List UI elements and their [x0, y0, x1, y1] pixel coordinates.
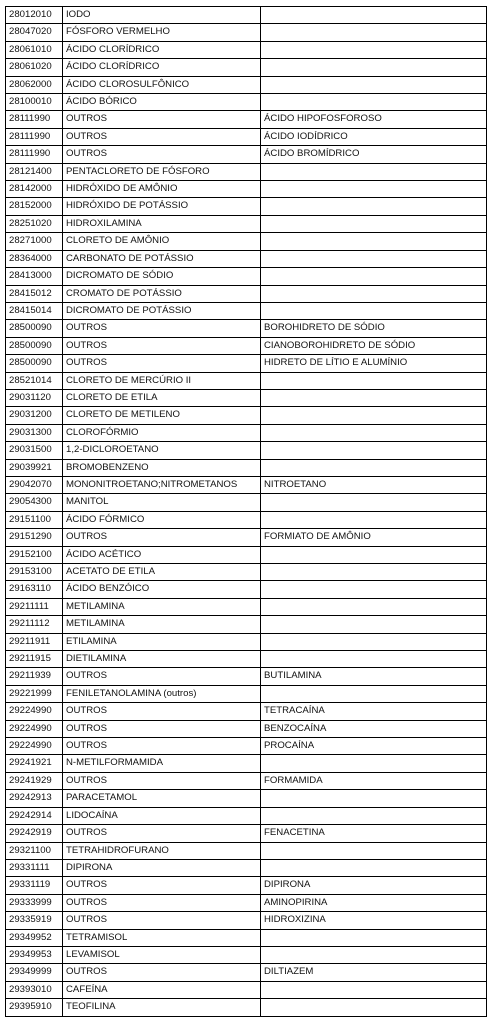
- description-cell: N-METILFORMAMIDA: [63, 755, 261, 772]
- substance-name-cell: [261, 198, 487, 215]
- substance-name-cell: [261, 616, 487, 633]
- substance-name-cell: [261, 999, 487, 1016]
- ncm-code-cell: 29152100: [6, 546, 63, 563]
- ncm-code-cell: 29321100: [6, 842, 63, 859]
- ncm-code-cell: 29031200: [6, 407, 63, 424]
- substance-name-cell: [261, 302, 487, 319]
- description-cell: METILAMINA: [63, 616, 261, 633]
- ncm-code-cell: 29151100: [6, 511, 63, 528]
- substance-name-cell: [261, 163, 487, 180]
- table-row: [6, 442, 487, 459]
- description-cell: HIDRÓXIDO DE POTÁSSIO: [63, 198, 261, 215]
- table-row: [6, 807, 487, 824]
- table-row: [6, 946, 487, 963]
- description-cell: PENTACLORETO DE FÓSFORO: [63, 163, 261, 180]
- substance-name-cell: [261, 494, 487, 511]
- ncm-code-cell: 29224990: [6, 703, 63, 720]
- ncm-code-cell: 29211915: [6, 651, 63, 668]
- substance-name-cell: [261, 181, 487, 198]
- table-row: [6, 842, 487, 859]
- substance-name-cell: [261, 929, 487, 946]
- ncm-code-cell: 29242913: [6, 790, 63, 807]
- table-row: [6, 7, 487, 24]
- ncm-code-cell: 28061020: [6, 59, 63, 76]
- table-row: [6, 459, 487, 476]
- table-row: [6, 215, 487, 232]
- table-row: [6, 355, 487, 372]
- substance-name-cell: [261, 94, 487, 111]
- description-cell: OUTROS: [63, 337, 261, 354]
- substance-name-cell: [261, 755, 487, 772]
- table-row: [6, 181, 487, 198]
- substance-name-cell: [261, 407, 487, 424]
- description-cell: FENILETANOLAMINA (outros): [63, 685, 261, 702]
- table-row: [6, 894, 487, 911]
- description-cell: OUTROS: [63, 111, 261, 128]
- ncm-code-cell: 29349999: [6, 964, 63, 981]
- description-cell: ÁCIDO CLORÍDRICO: [63, 41, 261, 58]
- ncm-code-cell: 28111990: [6, 146, 63, 163]
- table-row: [6, 546, 487, 563]
- description-cell: CLORETO DE METILENO: [63, 407, 261, 424]
- table-row: [6, 581, 487, 598]
- table-row: [6, 285, 487, 302]
- ncm-code-cell: 28111990: [6, 111, 63, 128]
- substance-name-cell: [261, 372, 487, 389]
- substance-name-cell: BOROHIDRETO DE SÓDIO: [261, 320, 487, 337]
- table-row: [6, 59, 487, 76]
- ncm-code-cell: 29242919: [6, 825, 63, 842]
- ncm-code-cell: 28364000: [6, 250, 63, 267]
- substance-name-cell: [261, 685, 487, 702]
- ncm-code-cell: 29331111: [6, 859, 63, 876]
- substance-name-cell: HIDRETO DE LÍTIO E ALUMÍNIO: [261, 355, 487, 372]
- table-row: [6, 564, 487, 581]
- description-cell: OUTROS: [63, 320, 261, 337]
- ncm-code-cell: 29054300: [6, 494, 63, 511]
- description-cell: OUTROS: [63, 720, 261, 737]
- table-row: [6, 146, 487, 163]
- substance-name-cell: FENACETINA: [261, 825, 487, 842]
- ncm-code-cell: 28500090: [6, 320, 63, 337]
- description-cell: ÁCIDO ACÉTICO: [63, 546, 261, 563]
- description-cell: CAFEÍNA: [63, 981, 261, 998]
- description-cell: OUTROS: [63, 772, 261, 789]
- description-cell: TETRAHIDROFURANO: [63, 842, 261, 859]
- substance-name-cell: [261, 633, 487, 650]
- table-row: [6, 389, 487, 406]
- substance-name-cell: BENZOCAÍNA: [261, 720, 487, 737]
- substance-name-cell: [261, 59, 487, 76]
- ncm-code-cell: 29349953: [6, 946, 63, 963]
- table-row: [6, 511, 487, 528]
- description-cell: CLORETO DE AMÔNIO: [63, 233, 261, 250]
- description-cell: OUTROS: [63, 668, 261, 685]
- table-row: [6, 720, 487, 737]
- ncm-code-cell: 28415012: [6, 285, 63, 302]
- substance-name-cell: DIPIRONA: [261, 877, 487, 894]
- table-row: [6, 825, 487, 842]
- substance-name-cell: [261, 511, 487, 528]
- description-cell: FÓSFORO VERMELHO: [63, 24, 261, 41]
- table-row: [6, 268, 487, 285]
- table-row: [6, 24, 487, 41]
- ncm-code-cell: 29333999: [6, 894, 63, 911]
- ncm-code-cell: 29241929: [6, 772, 63, 789]
- table-row: [6, 476, 487, 493]
- description-cell: OUTROS: [63, 964, 261, 981]
- description-cell: LIDOCAÍNA: [63, 807, 261, 824]
- substance-name-cell: [261, 842, 487, 859]
- substance-name-cell: [261, 790, 487, 807]
- description-cell: CLORETO DE ETILA: [63, 389, 261, 406]
- ncm-code-cell: 29224990: [6, 738, 63, 755]
- table-row: [6, 302, 487, 319]
- substance-name-cell: [261, 215, 487, 232]
- ncm-code-cell: 28061010: [6, 41, 63, 58]
- substance-name-cell: [261, 424, 487, 441]
- description-cell: MONONITROETANO;NITROMETANOS: [63, 476, 261, 493]
- ncm-code-cell: 29153100: [6, 564, 63, 581]
- table-row: [6, 41, 487, 58]
- substance-name-cell: [261, 250, 487, 267]
- substance-name-cell: [261, 859, 487, 876]
- ncm-code-cell: 28413000: [6, 268, 63, 285]
- ncm-code-cell: 28111990: [6, 128, 63, 145]
- description-cell: DIETILAMINA: [63, 651, 261, 668]
- table-row: [6, 529, 487, 546]
- substance-name-cell: [261, 564, 487, 581]
- description-cell: ÁCIDO BENZÓICO: [63, 581, 261, 598]
- substance-name-cell: [261, 546, 487, 563]
- ncm-code-cell: 29335919: [6, 912, 63, 929]
- substance-name-cell: FORMIATO DE AMÔNIO: [261, 529, 487, 546]
- ncm-code-cell: 28047020: [6, 24, 63, 41]
- ncm-code-cell: 29349952: [6, 929, 63, 946]
- description-cell: ÁCIDO CLOROSULFÔNICO: [63, 76, 261, 93]
- ncm-code-cell: 28500090: [6, 337, 63, 354]
- substance-name-cell: [261, 268, 487, 285]
- substance-name-cell: [261, 41, 487, 58]
- description-cell: IODO: [63, 7, 261, 24]
- substance-name-cell: [261, 598, 487, 615]
- ncm-code-cell: 28500090: [6, 355, 63, 372]
- ncm-code-cell: 28152000: [6, 198, 63, 215]
- table-row: [6, 929, 487, 946]
- description-cell: OUTROS: [63, 894, 261, 911]
- table-row: [6, 233, 487, 250]
- table-row: [6, 964, 487, 981]
- substance-name-cell: [261, 442, 487, 459]
- description-cell: OUTROS: [63, 128, 261, 145]
- substance-name-cell: [261, 285, 487, 302]
- description-cell: BROMOBENZENO: [63, 459, 261, 476]
- ncm-code-cell: 28415014: [6, 302, 63, 319]
- table-row: [6, 738, 487, 755]
- table-row: [6, 755, 487, 772]
- table-row: [6, 703, 487, 720]
- table-row: [6, 651, 487, 668]
- ncm-code-cell: 29242914: [6, 807, 63, 824]
- substance-name-cell: [261, 76, 487, 93]
- ncm-code-cell: 28121400: [6, 163, 63, 180]
- table-row: [6, 772, 487, 789]
- description-cell: CLORETO DE MERCÚRIO II: [63, 372, 261, 389]
- table-row: [6, 912, 487, 929]
- description-cell: ÁCIDO CLORÍDRICO: [63, 59, 261, 76]
- substance-name-cell: [261, 807, 487, 824]
- substance-name-cell: [261, 389, 487, 406]
- table-row: [6, 494, 487, 511]
- ncm-code-cell: 29211112: [6, 616, 63, 633]
- table-row: [6, 76, 487, 93]
- table-row: [6, 372, 487, 389]
- description-cell: CROMATO DE POTÁSSIO: [63, 285, 261, 302]
- substance-name-cell: [261, 233, 487, 250]
- description-cell: ETILAMINA: [63, 633, 261, 650]
- ncm-code-cell: 28100010: [6, 94, 63, 111]
- description-cell: ÁCIDO BÓRICO: [63, 94, 261, 111]
- description-cell: ÁCIDO FÓRMICO: [63, 511, 261, 528]
- description-cell: ACETATO DE ETILA: [63, 564, 261, 581]
- ncm-code-cell: 29224990: [6, 720, 63, 737]
- table-row: [6, 424, 487, 441]
- table-row: [6, 859, 487, 876]
- ncm-code-cell: 29151290: [6, 529, 63, 546]
- substance-name-cell: TETRACAÍNA: [261, 703, 487, 720]
- table-row: [6, 337, 487, 354]
- table-row: [6, 668, 487, 685]
- table-row: [6, 250, 487, 267]
- description-cell: MANITOL: [63, 494, 261, 511]
- substance-name-cell: [261, 581, 487, 598]
- description-cell: OUTROS: [63, 877, 261, 894]
- ncm-code-cell: 29211911: [6, 633, 63, 650]
- description-cell: 1,2-DICLOROETANO: [63, 442, 261, 459]
- table-row: [6, 633, 487, 650]
- description-cell: OUTROS: [63, 825, 261, 842]
- substance-table: [5, 6, 487, 1017]
- substance-name-cell: [261, 7, 487, 24]
- ncm-code-cell: 29211111: [6, 598, 63, 615]
- substance-name-cell: ÁCIDO BROMÍDRICO: [261, 146, 487, 163]
- description-cell: OUTROS: [63, 912, 261, 929]
- table-row: [6, 877, 487, 894]
- description-cell: DICROMATO DE POTÁSSIO: [63, 302, 261, 319]
- substance-name-cell: [261, 946, 487, 963]
- ncm-code-cell: 28251020: [6, 215, 63, 232]
- table-row: [6, 685, 487, 702]
- table-body: [6, 7, 487, 1017]
- ncm-code-cell: 29042070: [6, 476, 63, 493]
- substance-name-cell: [261, 981, 487, 998]
- substance-name-cell: ÁCIDO HIPOFOSFOROSO: [261, 111, 487, 128]
- table-row: [6, 981, 487, 998]
- table-row: [6, 198, 487, 215]
- ncm-code-cell: 29211939: [6, 668, 63, 685]
- ncm-code-cell: 28271000: [6, 233, 63, 250]
- description-cell: OUTROS: [63, 703, 261, 720]
- ncm-code-cell: 29241921: [6, 755, 63, 772]
- description-cell: DICROMATO DE SÓDIO: [63, 268, 261, 285]
- substance-name-cell: BUTILAMINA: [261, 668, 487, 685]
- ncm-code-cell: 28012010: [6, 7, 63, 24]
- table-row: [6, 320, 487, 337]
- substance-name-cell: FORMAMIDA: [261, 772, 487, 789]
- table-row: [6, 999, 487, 1016]
- description-cell: DIPIRONA: [63, 859, 261, 876]
- description-cell: OUTROS: [63, 355, 261, 372]
- substance-name-cell: [261, 24, 487, 41]
- substance-name-cell: PROCAÍNA: [261, 738, 487, 755]
- table-row: [6, 616, 487, 633]
- description-cell: HIDROXILAMINA: [63, 215, 261, 232]
- description-cell: METILAMINA: [63, 598, 261, 615]
- table-row: [6, 790, 487, 807]
- substance-name-cell: ÁCIDO IODÍDRICO: [261, 128, 487, 145]
- table-row: [6, 407, 487, 424]
- description-cell: HIDRÓXIDO DE AMÔNIO: [63, 181, 261, 198]
- substance-name-cell: NITROETANO: [261, 476, 487, 493]
- ncm-code-cell: 29221999: [6, 685, 63, 702]
- ncm-code-cell: 28142000: [6, 181, 63, 198]
- substance-name-cell: [261, 459, 487, 476]
- description-cell: OUTROS: [63, 738, 261, 755]
- ncm-code-cell: 29393010: [6, 981, 63, 998]
- description-cell: TETRAMISOL: [63, 929, 261, 946]
- description-cell: CLOROFÓRMIO: [63, 424, 261, 441]
- substance-name-cell: [261, 651, 487, 668]
- table-row: [6, 128, 487, 145]
- description-cell: TEOFILINA: [63, 999, 261, 1016]
- ncm-code-cell: 28521014: [6, 372, 63, 389]
- description-cell: CARBONATO DE POTÁSSIO: [63, 250, 261, 267]
- ncm-code-cell: 29031120: [6, 389, 63, 406]
- substance-name-cell: CIANOBOROHIDRETO DE SÓDIO: [261, 337, 487, 354]
- ncm-code-cell: 29031300: [6, 424, 63, 441]
- ncm-code-cell: 29039921: [6, 459, 63, 476]
- ncm-code-cell: 28062000: [6, 76, 63, 93]
- description-cell: OUTROS: [63, 146, 261, 163]
- ncm-code-cell: 29163110: [6, 581, 63, 598]
- substance-name-cell: AMINOPIRINA: [261, 894, 487, 911]
- table-row: [6, 598, 487, 615]
- description-cell: OUTROS: [63, 529, 261, 546]
- ncm-code-cell: 29031500: [6, 442, 63, 459]
- description-cell: PARACETAMOL: [63, 790, 261, 807]
- substance-name-cell: DILTIAZEM: [261, 964, 487, 981]
- table-row: [6, 163, 487, 180]
- description-cell: LEVAMISOL: [63, 946, 261, 963]
- table-row: [6, 111, 487, 128]
- ncm-code-cell: 29331119: [6, 877, 63, 894]
- ncm-code-cell: 29395910: [6, 999, 63, 1016]
- table-row: [6, 94, 487, 111]
- substance-name-cell: HIDROXIZINA: [261, 912, 487, 929]
